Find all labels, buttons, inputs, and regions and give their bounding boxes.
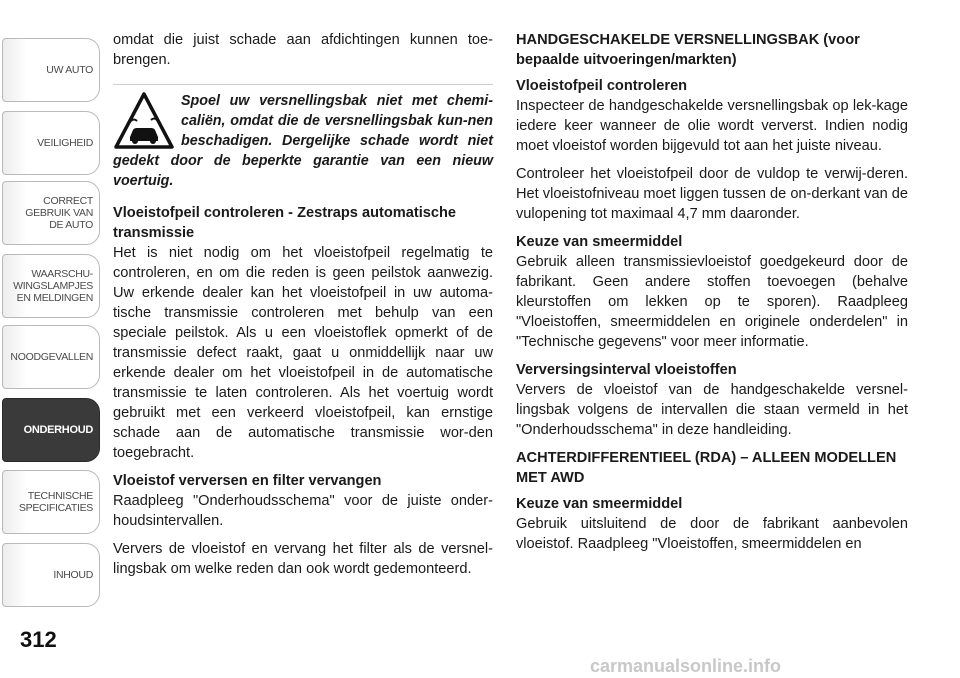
warning-box	[113, 84, 493, 191]
heading-fluid-level-automatic: Vloeistofpeil controleren - Zestraps automatische transmissie	[113, 205, 457, 241]
tab-noodgevallen[interactable]: NOODGEVALLEN	[2, 325, 100, 389]
paragraph-fluid-change-2: Ververs de vloeistof en vervang het filter als de versnel-lingsbak om welke reden dan ook wordt gedemonteerd.	[113, 541, 493, 577]
paragraph-check-fluid: Inspecteer de handgeschakelde versnellingsbak op lek-kage iedere keer wanneer de olie wordt ververst. Indien nodig moet vloeistof worden bijgevuld tot aan het juiste niveau.	[516, 98, 908, 154]
heading-rear-differential: ACHTERDIFFERENTIEEL (RDA) – ALLEEN MODELLEN MET AWD	[516, 450, 897, 486]
paragraph-fluid-level-automatic: Het is niet nodig om het vloeistofpeil regelmatig te controleren, en om die reden is geen peilstok aanwezig. Uw erkende dealer kan het vloeistofpeil in uw automa-tische transmissie controleren met behulp van een speciale peilstok. Als u een vloeistoflek opmerkt of de transmissie defect raakt, gaat u onmiddellijk naar uw erkende dealer om het vloeistofpeil in de automatische transmissie te laten controleren. Als het voertuig wordt gebruikt met een verkeerd vloeistofpeil, kan ernstige schade aan de automatische transmissie wor-den toegebracht.	[113, 245, 493, 461]
section-tabs	[0, 0, 103, 620]
paragraph-lubricant-choice: Gebruik alleen transmissievloeistof goedgekeurd door de fabrikant. Geen andere stoffen toevoegen (behalve kleurstoffen om lekken op te sporen). Raadpleeg "Vloeistoffen, smeermiddelen en originele onderdelen" in "Technische gegevens" voor meer informatie.	[516, 254, 908, 350]
page-number: 312	[20, 627, 57, 652]
warning-triangle-car-icon	[113, 91, 175, 151]
warning-text: Spoel uw versnellingsbak niet met chemi-caliën, omdat die de versnellingsbak kun-nen beschadigen. Dergelijke schade wordt niet gedekt door de beperkte garantie van een nieuw voertuig.	[113, 93, 493, 189]
tab-technische-specificaties[interactable]: TECHNISCHE SPECIFICATIES	[2, 470, 100, 534]
heading-manual-transmission: HANDGESCHAKELDE VERSNELLINGSBAK (voor bepaalde uitvoeringen/markten)	[516, 32, 860, 68]
right-column	[516, 30, 908, 562]
tab-correct-gebruik[interactable]: CORRECT GEBRUIK VAN DE AUTO	[2, 181, 100, 245]
heading-change-interval: Verversingsinterval vloeistoffen	[516, 362, 737, 378]
heading-check-fluid: Vloeistofpeil controleren	[516, 78, 688, 94]
left-column	[113, 30, 493, 587]
paragraph-fluid-change-1: Raadpleeg "Onderhoudsschema" voor de juiste onder-houdsintervallen.	[113, 493, 493, 529]
paragraph-check-fluid-2: Controleer het vloeistofpeil door de vuldop te verwij-deren. Het vloeistofniveau moet liggen tussen de on-derkant van de vulopening tot maximaal 4,7 mm daaronder.	[516, 166, 908, 222]
heading-lubricant-choice-rda: Keuze van smeermiddel	[516, 496, 683, 512]
paragraph-change-interval: Ververs de vloeistof van de handgeschakelde versnel-lingsbak volgens de intervallen die staan vermeld in het "Onderhoudsschema" in deze handleiding.	[516, 382, 908, 438]
tab-inhoud[interactable]: INHOUD	[2, 543, 100, 607]
heading-fluid-change: Vloeistof verversen en filter vervangen	[113, 473, 382, 489]
heading-lubricant-choice: Keuze van smeermiddel	[516, 234, 683, 250]
tab-veiligheid[interactable]: VEILIGHEID	[2, 111, 100, 175]
paragraph-lubricant-choice-rda: Gebruik uitsluitend de door de fabrikant aanbevolen vloeistof. Raadpleeg "Vloeistoffen, smeermiddelen en	[516, 516, 908, 552]
watermark: carmanualsonline.info	[590, 656, 782, 676]
intro-paragraph: omdat die juist schade aan afdichtingen kunnen toe-brengen.	[113, 32, 493, 68]
tab-onderhoud[interactable]: ONDERHOUD	[2, 398, 100, 462]
tab-waarschuwingslampjes[interactable]: WAARSCHU- WINGSLAMPJES EN MELDINGEN	[2, 254, 100, 318]
tab-uw-auto[interactable]: UW AUTO	[2, 38, 100, 102]
